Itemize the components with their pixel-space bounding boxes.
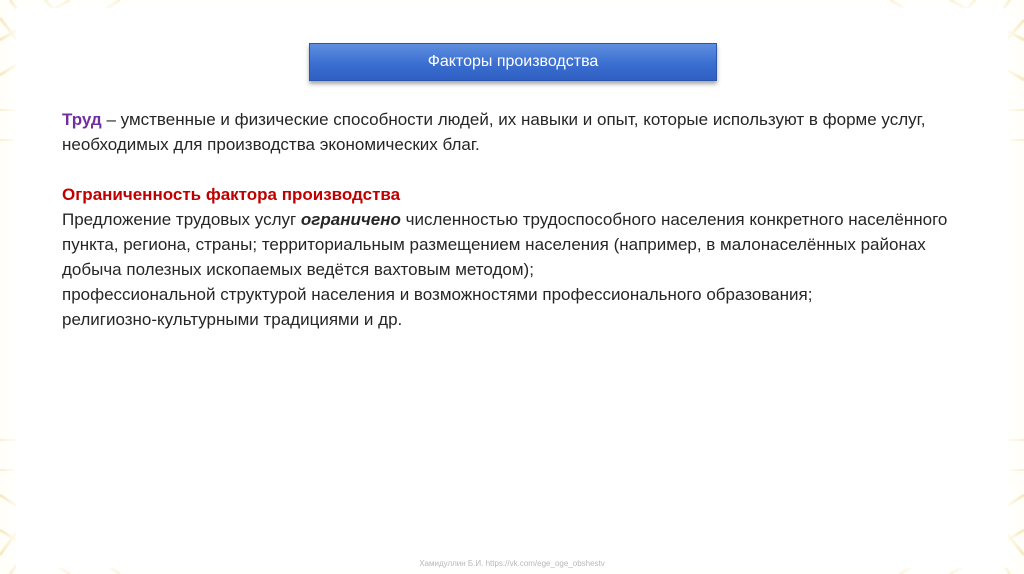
- definition-text: – умственные и физические способности людей, их навыки и опыт, которые используют в форме услуг, необходимых для производства экономических благ.: [62, 110, 926, 154]
- definition-term: Труд: [62, 110, 102, 129]
- section-line-3: религиозно-культурными традициями и др.: [62, 310, 403, 329]
- section-emphasis: ограничено: [300, 210, 401, 229]
- section-line-2: профессиональной структурой населения и возможностями профессионального образования;: [62, 285, 813, 304]
- slide-title-banner: [309, 43, 717, 81]
- section-line-1: численностью трудоспособного населения конкретного населённого пункта, региона, страны; территориальным размещением населения (например, в малонаселённых районах добыча полезных ископаемых ведётся вахтовым методом);: [62, 210, 948, 279]
- slide-content: [62, 107, 982, 332]
- slide-title: Факторы производства: [427, 53, 599, 70]
- section-lead: Предложение трудовых услуг: [62, 210, 301, 229]
- paragraph-spacer: [62, 157, 982, 182]
- section-body: [62, 207, 982, 282]
- definition-paragraph: [62, 107, 982, 157]
- footer-credit: Хамидуллин Б.И. https://vk.com/ege_oge_obshestv: [419, 559, 605, 568]
- section-heading: Ограниченность фактора производства: [62, 185, 401, 204]
